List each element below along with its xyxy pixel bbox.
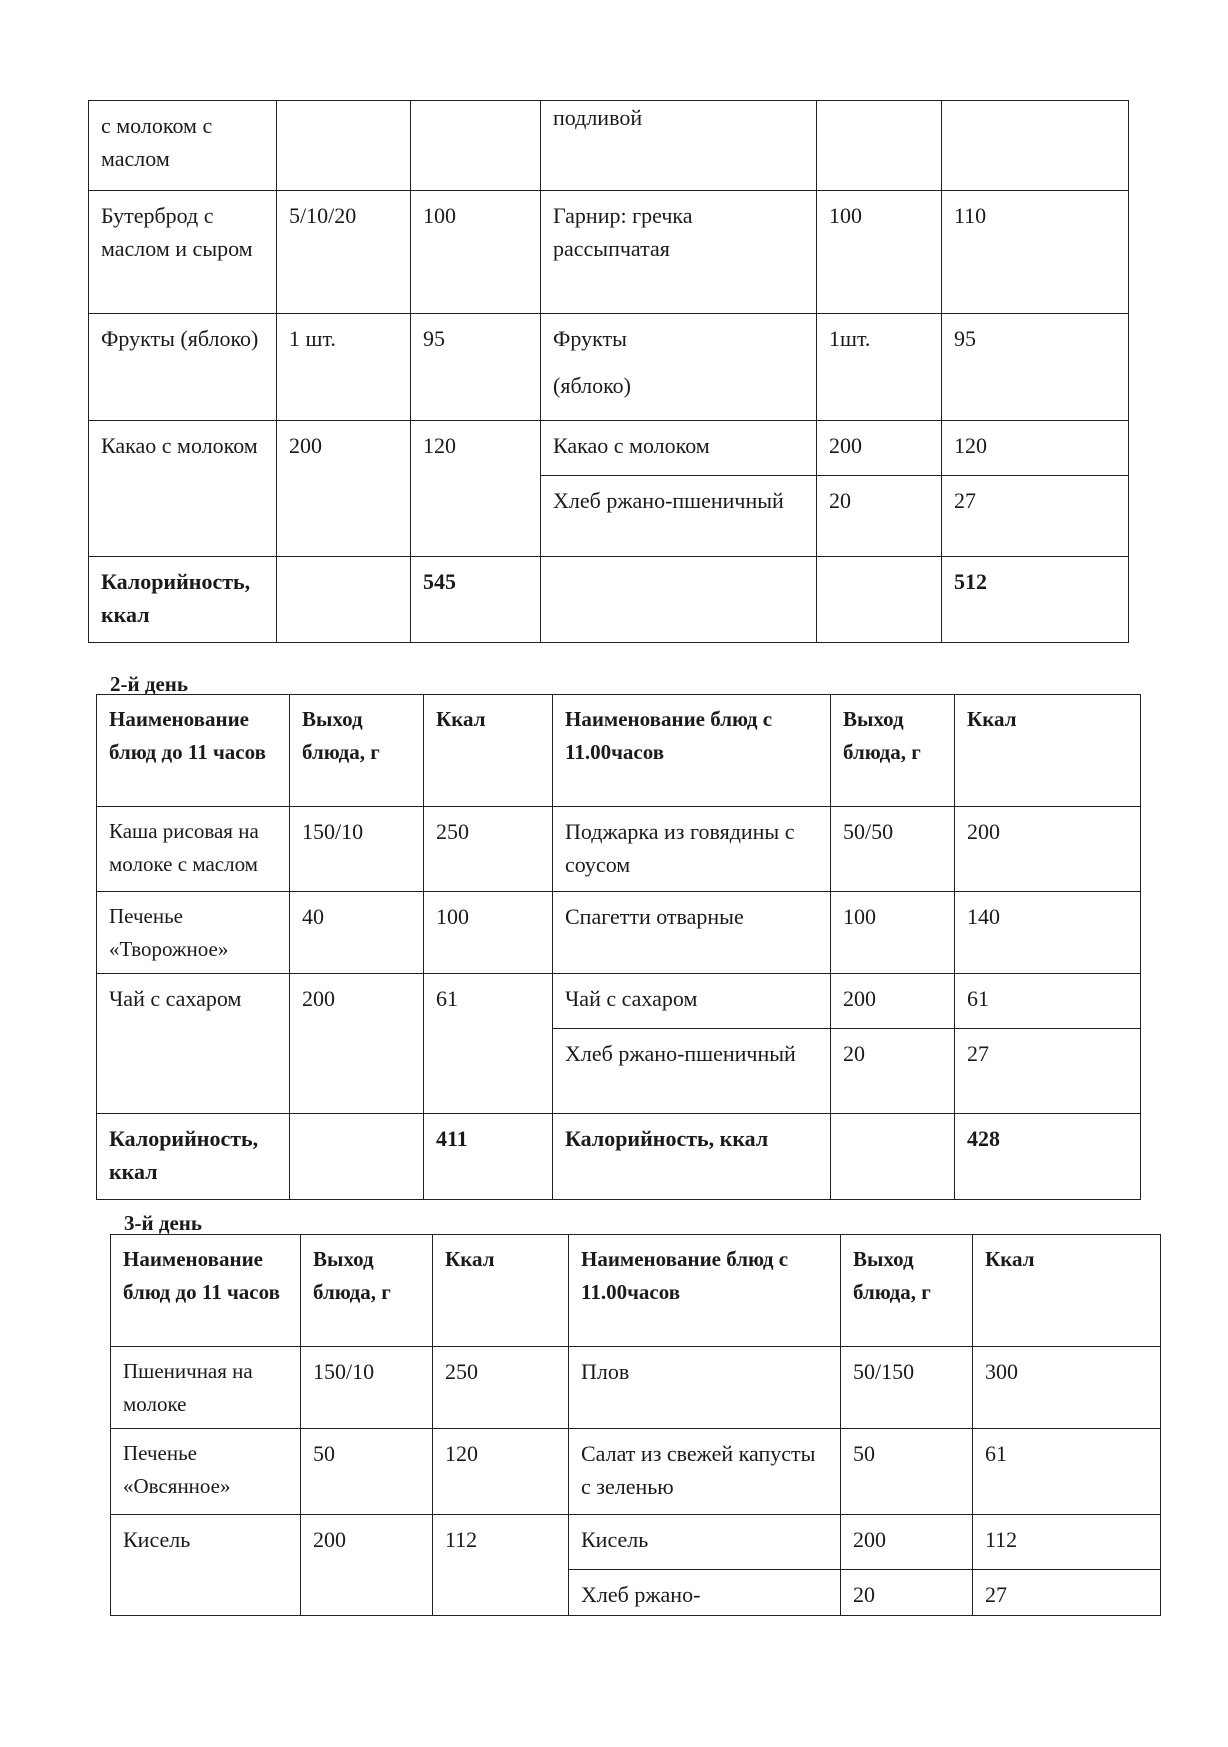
dish-name-cell: Печенье «Творожное» [97, 892, 290, 974]
day2-menu-table [96, 694, 1141, 1200]
output-cell [817, 557, 942, 643]
column-header-output: Выход блюда, г [831, 695, 955, 807]
kcal-cell: 61 [424, 974, 553, 1114]
total-label: Калорийность, ккал [89, 557, 277, 643]
output-cell: 150/10 [301, 1347, 433, 1429]
output-cell: 1шт. [817, 314, 942, 421]
dish-name-cell: Спагетти отварные [553, 892, 831, 974]
total-label [541, 557, 817, 643]
kcal-cell [942, 101, 1129, 191]
dish-name-line: (яблоко) [553, 373, 631, 398]
column-header-output: Выход блюда, г [841, 1235, 973, 1347]
day1-menu-table [88, 100, 1129, 643]
kcal-cell: 100 [424, 892, 553, 974]
dish-name-cell: Пшеничная на молоке [111, 1347, 301, 1429]
kcal-cell [973, 1515, 1161, 1616]
output-cell: 50 [841, 1429, 973, 1515]
table-row [111, 1347, 1161, 1429]
output-cell [817, 421, 942, 557]
dish-name-cell [541, 314, 817, 421]
column-header-dish-before: Наименование блюд до 11 часов [97, 695, 290, 807]
kcal-subcell: 112 [985, 1527, 1018, 1552]
output-cell [290, 1114, 424, 1200]
column-header-output: Выход блюда, г [301, 1235, 433, 1347]
total-kcal: 428 [955, 1114, 1141, 1200]
total-kcal: 411 [424, 1114, 553, 1200]
output-cell: 200 [301, 1515, 433, 1616]
dish-name-cell [553, 974, 831, 1114]
dish-name-cell: Салат из свежей капусты с зеленью [569, 1429, 841, 1515]
output-cell: 200 [290, 974, 424, 1114]
table-row [89, 101, 1129, 191]
kcal-cell [942, 421, 1129, 557]
output-subcell: 200 [843, 986, 876, 1011]
dish-name-cell: Гарнир: гречка рассыпчатая [541, 191, 817, 314]
dish-name-subcell: Хлеб ржано-пшеничный [541, 475, 816, 521]
dish-name-subcell: Кисель [581, 1527, 649, 1552]
dish-name-cell [569, 1515, 841, 1616]
output-cell [831, 1114, 955, 1200]
total-kcal: 512 [942, 557, 1129, 643]
dish-name-cell: Чай с сахаром [97, 974, 290, 1114]
dish-name-cell [541, 421, 817, 557]
kcal-subcell: 120 [954, 433, 987, 458]
output-cell: 100 [817, 191, 942, 314]
dish-name-line: Фрукты [553, 326, 627, 351]
day2-title: 2-й день [110, 672, 188, 696]
dish-name-cell: Печенье «Овсянное» [111, 1429, 301, 1515]
output-subcell: 20 [817, 475, 941, 521]
dish-name-cell: подливой [541, 101, 817, 191]
output-cell [831, 974, 955, 1114]
kcal-cell: 110 [942, 191, 1129, 314]
dish-name-cell: Фрукты (яблоко) [89, 314, 277, 421]
dish-name-cell: Поджарка из говядины с соусом [553, 807, 831, 892]
table-row [89, 421, 1129, 557]
kcal-cell: 200 [955, 807, 1141, 892]
kcal-cell: 95 [411, 314, 541, 421]
dish-name-subcell: Хлеб ржано-пшеничный [553, 1028, 830, 1074]
day3-menu-table [110, 1234, 1161, 1616]
table-row [97, 892, 1141, 974]
output-subcell: 200 [853, 1527, 886, 1552]
kcal-cell: 95 [942, 314, 1129, 421]
kcal-subcell: 27 [942, 475, 1128, 521]
header-row [111, 1235, 1161, 1347]
kcal-subcell: 61 [967, 986, 989, 1011]
table-row [89, 191, 1129, 314]
header-row [97, 695, 1141, 807]
kcal-cell: 250 [424, 807, 553, 892]
total-label: Калорийность, ккал [97, 1114, 290, 1200]
column-header-kcal: Ккал [424, 695, 553, 807]
table-row [89, 314, 1129, 421]
output-cell: 50 [301, 1429, 433, 1515]
total-label: Калорийность, ккал [553, 1114, 831, 1200]
kcal-cell: 250 [433, 1347, 569, 1429]
table-row [111, 1515, 1161, 1616]
day3-title: 3-й день [124, 1211, 202, 1235]
column-header-kcal: Ккал [973, 1235, 1161, 1347]
total-row [89, 557, 1129, 643]
table-row [111, 1429, 1161, 1515]
dish-name-cell: Кисель [111, 1515, 301, 1616]
column-header-output: Выход блюда, г [290, 695, 424, 807]
output-cell: 40 [290, 892, 424, 974]
output-subcell: 200 [829, 433, 862, 458]
dish-name-cell: Какао с молоком [89, 421, 277, 557]
total-row [97, 1114, 1141, 1200]
kcal-cell: 61 [973, 1429, 1161, 1515]
column-header-dish-before: Наименование блюд до 11 часов [111, 1235, 301, 1347]
output-cell: 5/10/20 [277, 191, 411, 314]
column-header-kcal: Ккал [955, 695, 1141, 807]
total-kcal: 545 [411, 557, 541, 643]
output-cell: 100 [831, 892, 955, 974]
kcal-cell [955, 974, 1141, 1114]
kcal-subcell: 27 [955, 1028, 1140, 1074]
kcal-subcell: 27 [973, 1569, 1160, 1615]
output-cell [841, 1515, 973, 1616]
dish-name-cell: Плов [569, 1347, 841, 1429]
kcal-cell: 120 [411, 421, 541, 557]
output-cell [817, 101, 942, 191]
table-row [97, 807, 1141, 892]
output-subcell: 20 [831, 1028, 954, 1074]
output-cell: 50/50 [831, 807, 955, 892]
dish-name-cell: Каша рисовая на молоке с маслом [97, 807, 290, 892]
kcal-cell: 300 [973, 1347, 1161, 1429]
dish-name-subcell: Хлеб ржано- [569, 1569, 840, 1615]
dish-name-subcell: Какао с молоком [553, 433, 710, 458]
kcal-cell: 100 [411, 191, 541, 314]
kcal-cell: 112 [433, 1515, 569, 1616]
output-cell: 200 [277, 421, 411, 557]
kcal-cell: 120 [433, 1429, 569, 1515]
kcal-cell: 140 [955, 892, 1141, 974]
column-header-dish-after: Наименование блюд с 11.00часов [569, 1235, 841, 1347]
output-subcell: 20 [841, 1569, 972, 1615]
output-cell [277, 101, 411, 191]
column-header-dish-after: Наименование блюд с 11.00часов [553, 695, 831, 807]
kcal-cell [411, 101, 541, 191]
output-cell: 50/150 [841, 1347, 973, 1429]
column-header-kcal: Ккал [433, 1235, 569, 1347]
table-row [97, 974, 1141, 1114]
output-cell: 1 шт. [277, 314, 411, 421]
dish-name-cell: Бутерброд с маслом и сыром [89, 191, 277, 314]
output-cell [277, 557, 411, 643]
dish-name-cell: с молоком с маслом [89, 101, 277, 191]
output-cell: 150/10 [290, 807, 424, 892]
dish-name-subcell: Чай с сахаром [565, 986, 698, 1011]
